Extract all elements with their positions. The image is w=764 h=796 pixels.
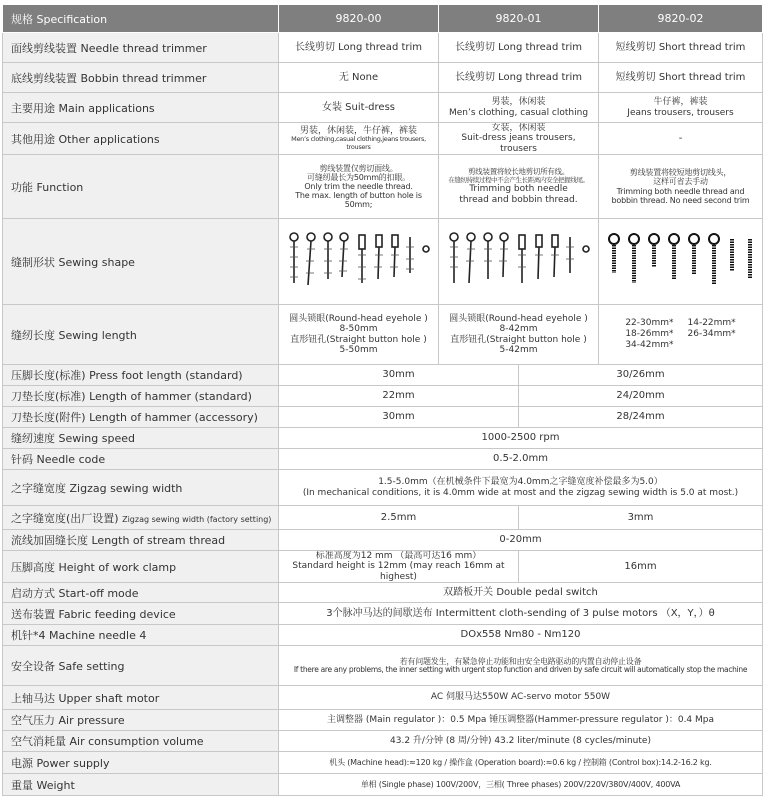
- row-sewing-speed: [3, 428, 763, 449]
- row-fabric-feeding: [3, 603, 763, 625]
- cell-line: 1.5-5.0mm（在机械条件下最宽为4.0mm之字缝宽度补偿最多为5.0）: [378, 477, 663, 488]
- cell-line: 男装，休闲装: [491, 97, 546, 108]
- header-model-3: 9820-02: [599, 5, 763, 33]
- cell-value: 43.2 升/分钟 (8 周/分钟) 43.2 liter/minute (8 cycles/minute): [279, 731, 763, 752]
- row-hammer-standard: [3, 386, 763, 407]
- cell-line: (In mechanical conditions, it is 4.0mm wide at most and the zigzag sewing width is 5.0 at most.): [302, 487, 739, 498]
- row-bobbin-trimmer: [3, 63, 763, 93]
- cell-line: 8-42mm: [499, 324, 538, 335]
- cell-value: 单相 (Single phase) 100V/200V，三相( Three phases) 200V/220V/380V/400V, 400VA: [279, 774, 763, 796]
- cell-value: [279, 305, 439, 365]
- row-label: 重量 Weight: [3, 774, 279, 796]
- row-label: 压脚长度(标准) Press foot length (standard): [3, 365, 279, 386]
- buttonhole-shapes-image: [444, 227, 594, 297]
- row-air-pressure: [3, 710, 763, 731]
- cell-line: 剪线装置将较长地剪切所有线。: [468, 167, 569, 177]
- cell-line: Jeans trousers, trousers: [627, 107, 734, 118]
- header-model-2: 9820-01: [439, 5, 599, 33]
- cell-line: 男装，休闲装，牛仔裤，裤装: [299, 125, 417, 136]
- row-label: 其他用途 Other applications: [3, 123, 279, 155]
- cell-value: [599, 93, 763, 123]
- row-label: 刀垫长度(标准) Length of hammer (standard): [3, 386, 279, 407]
- row-work-clamp: [3, 551, 763, 583]
- cell-line: Suit-dress jeans trousers, trousers: [461, 133, 576, 154]
- cell-value: 3个脉冲马达的间歇送布 Intermittent cloth-sending of 3 pulse motors （X，Y，）θ: [279, 603, 763, 625]
- row-label: 流线加固缝长度 Length of stream thread: [3, 530, 279, 551]
- length-columns: [602, 318, 759, 350]
- cell-line: 剪线装置将较短地剪切线头，: [629, 168, 732, 178]
- length-column: [688, 318, 736, 350]
- row-label: [3, 506, 279, 530]
- row-label: 安全设备 Safe setting: [3, 646, 279, 686]
- cell-line: Standard height is 12mm (may reach 16mm at highest): [292, 561, 505, 582]
- cell-line: 5-42mm: [499, 344, 538, 355]
- cell-line: 直形钮孔(Straight button hole ): [450, 334, 587, 345]
- cell-value: DOx558 Nm80 - Nm120: [279, 625, 763, 646]
- cell-line: 可缝纫最长为50mm的扣眼。: [307, 172, 410, 182]
- row-power-supply: [3, 752, 763, 774]
- cell-line: The max. length of button hole is 50mm;: [295, 191, 422, 210]
- cell-value: [279, 123, 439, 155]
- row-function: [3, 155, 763, 219]
- cell-value: 0.5-2.0mm: [279, 449, 763, 470]
- cell-value: [439, 305, 599, 365]
- cell-value: [439, 155, 599, 219]
- cell-value: [439, 123, 599, 155]
- cell-value: 女装 Suit-dress: [279, 93, 439, 123]
- cell-line: 26-34mm*: [687, 329, 736, 340]
- cell-value: [599, 155, 763, 219]
- cell-value: 长线剪切 Long thread trim: [439, 33, 599, 63]
- row-needle-trimmer: [3, 33, 763, 63]
- cell-value: 3mm: [519, 506, 763, 530]
- row-sewing-length: [3, 305, 763, 365]
- cell-line: 这样可省去手动: [653, 177, 708, 187]
- row-label-small: Zigzag sewing width (factory setting): [122, 514, 272, 524]
- cell-value: 0-20mm: [279, 530, 763, 551]
- row-weight: [3, 774, 763, 796]
- row-hammer-accessory: [3, 407, 763, 428]
- row-needle-code: [3, 449, 763, 470]
- row-upper-shaft-motor: [3, 686, 763, 710]
- cell-value: 30mm: [279, 407, 519, 428]
- row-label: 功能 Function: [3, 155, 279, 219]
- cell-line: bobbin thread. No need second trim: [611, 195, 750, 205]
- cell-value: 短线剪切 Short thread trim: [599, 63, 763, 93]
- row-label: 刀垫长度(附件) Length of hammer (accessory): [3, 407, 279, 428]
- cell-value: [279, 470, 763, 506]
- row-label: 缝纫速度 Sewing speed: [3, 428, 279, 449]
- header-model-1: 9820-00: [279, 5, 439, 33]
- cell-line: 牛仔裤，裤装: [653, 97, 708, 108]
- cell-line: If there are any problems, the inner setting with urgent stop function and driven by safe circuit will automatically stop the machine: [293, 664, 748, 674]
- cell-value: [439, 93, 599, 123]
- cell-value: 长线剪切 Long thread trim: [439, 63, 599, 93]
- cell-line: 若有问题发生，有紧急停止功能和由安全电路驱动的内置自动停止设备: [399, 656, 642, 666]
- cell-value: 1000-2500 rpm: [279, 428, 763, 449]
- cell-line: Men’s clothing,casual clothing,jeans trousers, trousers: [291, 135, 426, 151]
- sewing-shape-image-1: [279, 219, 439, 305]
- cell-line: 18-26mm*: [625, 329, 674, 340]
- row-sewing-shape: [3, 219, 763, 305]
- row-label: 启动方式 Start-off mode: [3, 583, 279, 603]
- cell-line: 剪线装置仅剪切面线。: [319, 163, 398, 173]
- cell-line: 圆头锁眼(Round-head eyehole ): [449, 313, 588, 324]
- cell-value: 30mm: [279, 365, 519, 386]
- cell-line: Men’s clothing, casual clothing: [448, 107, 589, 118]
- row-label: 面线剪线装置 Needle thread trimmer: [3, 33, 279, 63]
- row-other-applications: [3, 123, 763, 155]
- cell-line: 5-50mm: [339, 344, 378, 355]
- cell-line: 8-50mm: [339, 324, 378, 335]
- cell-line: Only trim the needle thread.: [304, 181, 413, 191]
- row-machine-needle: [3, 625, 763, 646]
- cell-value: 无 None: [279, 63, 439, 93]
- cell-line: Trimming both needle thread and: [616, 186, 745, 196]
- row-label: 压脚高度 Height of work clamp: [3, 551, 279, 583]
- row-label: 电源 Power supply: [3, 752, 279, 774]
- cell-line: 女装，休闲装: [491, 123, 546, 133]
- row-label: 上轴马达 Upper shaft motor: [3, 686, 279, 710]
- cell-value: 30/26mm: [519, 365, 763, 386]
- row-zigzag-factory: [3, 506, 763, 530]
- cell-line: 14-22mm*: [687, 318, 736, 329]
- row-label: 缝纫长度 Sewing length: [3, 305, 279, 365]
- cell-value: 2.5mm: [279, 506, 519, 530]
- buttonhole-shapes-image: [284, 227, 434, 297]
- cell-value: [279, 646, 763, 686]
- cell-value: [599, 305, 763, 365]
- cell-value: 22mm: [279, 386, 519, 407]
- row-stream-thread: [3, 530, 763, 551]
- row-press-foot: [3, 365, 763, 386]
- row-label-main: 之字缝宽度(出厂设置): [11, 511, 119, 525]
- cell-value: 长线剪切 Long thread trim: [279, 33, 439, 63]
- length-column: [625, 318, 673, 350]
- row-safe-setting: [3, 646, 763, 686]
- row-label: 底线剪线装置 Bobbin thread trimmer: [3, 63, 279, 93]
- sewing-shape-image-2: [439, 219, 599, 305]
- cell-value: [279, 551, 519, 583]
- row-label: 送布装置 Fabric feeding device: [3, 603, 279, 625]
- row-label: 主要用途 Main applications: [3, 93, 279, 123]
- header-row: [3, 5, 763, 33]
- row-label: 空气消耗量 Air consumption volume: [3, 731, 279, 752]
- cell-value: 16mm: [519, 551, 763, 583]
- cell-value: 机头 (Machine head):≈120 kg / 操作盒 (Operation board):≈0.6 kg / 控制箱 (Control box):14.2-16.2 kg.: [279, 752, 763, 774]
- row-air-consumption: [3, 731, 763, 752]
- header-spec-label: 规格 Specification: [3, 5, 279, 33]
- row-label: 缝制形状 Sewing shape: [3, 219, 279, 305]
- sewing-shape-image-3: [599, 219, 763, 305]
- row-label: 之字缝宽度 Zigzag sewing width: [3, 470, 279, 506]
- cell-value: 28/24mm: [519, 407, 763, 428]
- row-main-applications: [3, 93, 763, 123]
- cell-value: -: [599, 123, 763, 155]
- row-zigzag: [3, 470, 763, 506]
- buttonhole-shapes-image: [606, 227, 756, 297]
- cell-line: 22-30mm*: [625, 318, 674, 329]
- cell-value: 24/20mm: [519, 386, 763, 407]
- cell-line: Trimming both needle: [469, 184, 568, 195]
- cell-value: 短线剪切 Short thread trim: [599, 33, 763, 63]
- row-label: 空气压力 Air pressure: [3, 710, 279, 731]
- cell-value: 双踏板开关 Double pedal switch: [279, 583, 763, 603]
- spec-table: [2, 4, 763, 796]
- row-label: 机针*4 Machine needle 4: [3, 625, 279, 646]
- cell-line: 圆头锁眼(Round-head eyehole ): [289, 313, 428, 324]
- cell-value: [279, 155, 439, 219]
- cell-value: 主调整器 (Main regulator )：0.5 Mpa 锤压调整器(Hammer-pressure regulator )：0.4 Mpa: [279, 710, 763, 731]
- cell-line: 在缝纫持续过程中不会产生长距离内安全把握线尾。: [448, 175, 589, 184]
- cell-value: AC 伺服马达550W AC-servo motor 550W: [279, 686, 763, 710]
- row-start-off: [3, 583, 763, 603]
- cell-line: 34-42mm*: [625, 339, 674, 350]
- cell-line: 标准高度为12 mm （最高可达16 mm）: [315, 551, 482, 562]
- cell-line: 直形钮孔(Straight button hole ): [290, 334, 427, 345]
- cell-line: thread and bobbin thread.: [459, 194, 578, 205]
- row-label: 针码 Needle code: [3, 449, 279, 470]
